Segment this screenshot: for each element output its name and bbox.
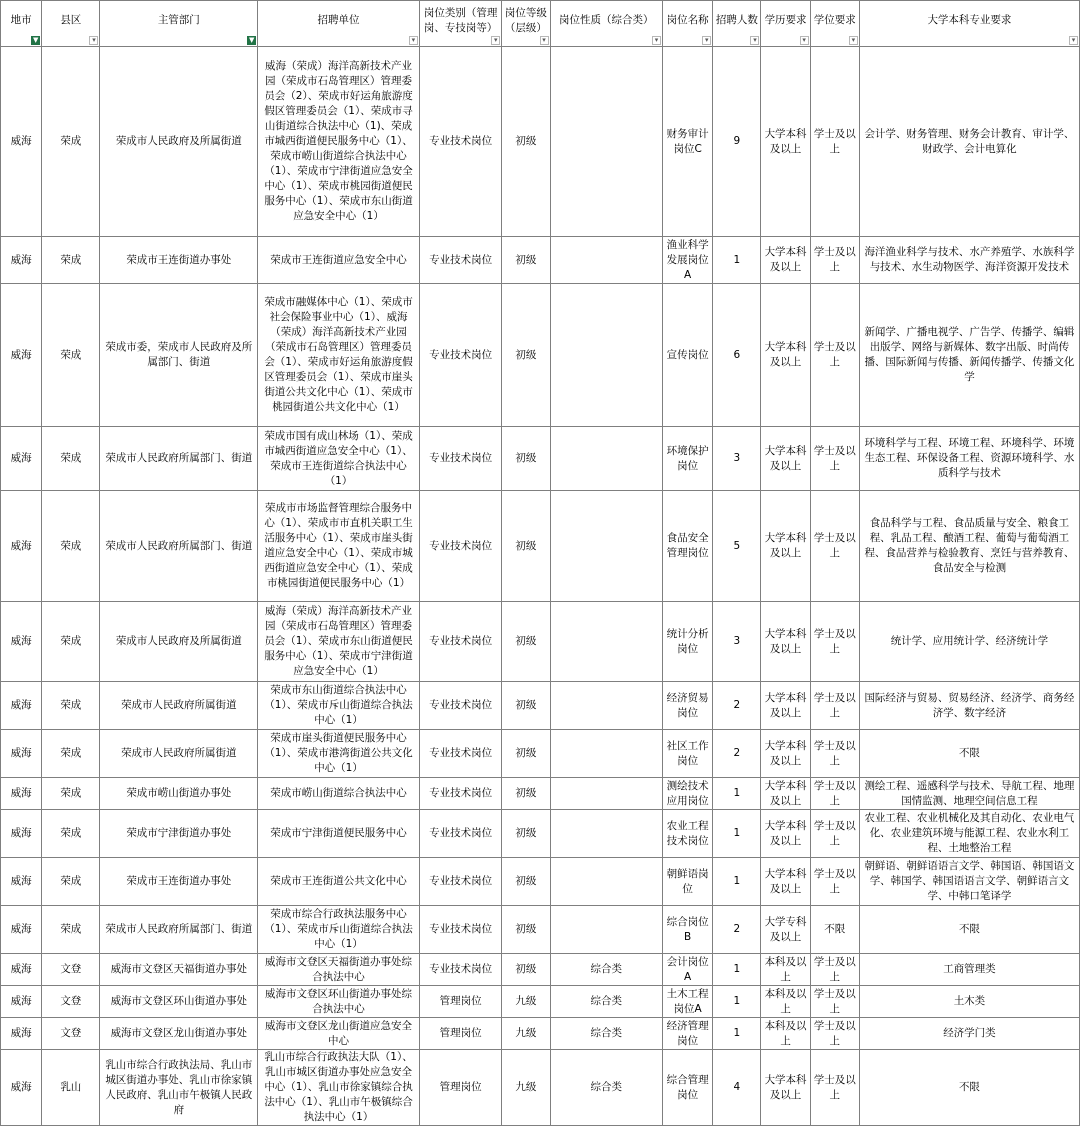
cell-position[interactable]: 统计分析岗位 bbox=[663, 602, 713, 682]
cell-county[interactable]: 荣成 bbox=[42, 682, 100, 730]
cell-count[interactable]: 1 bbox=[713, 778, 761, 810]
cell-dept[interactable]: 荣成市宁津街道办事处 bbox=[100, 810, 258, 858]
cell-unit[interactable]: 威海（荣成）海洋高新技术产业园（荣成市石岛管理区）管理委员会（1）、荣成市东山街道便民服务中心（1）、荣成市宁津街道应急安全中心（1） bbox=[258, 602, 420, 682]
cell-position[interactable]: 食品安全管理岗位 bbox=[663, 491, 713, 602]
table-row[interactable] bbox=[1, 986, 1080, 1018]
cell-education[interactable]: 本科及以上 bbox=[761, 986, 810, 1018]
cell-education[interactable]: 大学本科及以上 bbox=[761, 491, 810, 602]
cell-education[interactable]: 本科及以上 bbox=[761, 954, 810, 986]
table-row[interactable] bbox=[1, 954, 1080, 986]
cell-nature[interactable] bbox=[550, 682, 663, 730]
cell-degree[interactable]: 学士及以上 bbox=[810, 1050, 859, 1126]
cell-county[interactable]: 文登 bbox=[42, 1018, 100, 1050]
filter-icon[interactable]: ▾ bbox=[540, 36, 549, 45]
header-county[interactable] bbox=[42, 1, 100, 47]
header-position[interactable] bbox=[663, 1, 713, 47]
filter-icon[interactable]: ▾ bbox=[652, 36, 661, 45]
table-row[interactable] bbox=[1, 1050, 1080, 1126]
cell-degree[interactable]: 不限 bbox=[810, 906, 859, 954]
cell-city[interactable]: 威海 bbox=[1, 986, 42, 1018]
cell-unit[interactable]: 荣成市市场监督管理综合服务中心（1）、荣成市市直机关职工生活服务中心（1）、荣成市崖头街道应急安全中心（1）、荣成市城西街道应急安全中心（1）、荣成市桃园街道便民服务中心（1） bbox=[258, 491, 420, 602]
header-label: 招聘人数 bbox=[715, 14, 758, 26]
cell-nature[interactable]: 综合类 bbox=[550, 1018, 663, 1050]
cell-major[interactable]: 不限 bbox=[859, 730, 1079, 778]
cell-nature[interactable]: 综合类 bbox=[550, 986, 663, 1018]
cell-city[interactable]: 威海 bbox=[1, 602, 42, 682]
cell-major[interactable]: 不限 bbox=[859, 906, 1079, 954]
cell-nature[interactable]: 综合类 bbox=[550, 954, 663, 986]
cell-county[interactable]: 荣成 bbox=[42, 778, 100, 810]
cell-city[interactable]: 威海 bbox=[1, 491, 42, 602]
cell-category[interactable]: 专业技术岗位 bbox=[419, 858, 501, 906]
cell-education[interactable]: 大学本科及以上 bbox=[761, 778, 810, 810]
cell-category[interactable]: 管理岗位 bbox=[419, 1018, 501, 1050]
cell-education[interactable]: 大学本科及以上 bbox=[761, 682, 810, 730]
cell-county[interactable]: 文登 bbox=[42, 954, 100, 986]
cell-dept[interactable]: 荣成市王连街道办事处 bbox=[100, 237, 258, 284]
cell-city[interactable]: 威海 bbox=[1, 284, 42, 427]
cell-unit[interactable]: 威海市文登区环山街道办事处综合执法中心 bbox=[258, 986, 420, 1018]
header-category[interactable] bbox=[419, 1, 501, 47]
cell-city[interactable]: 威海 bbox=[1, 682, 42, 730]
cell-category[interactable]: 管理岗位 bbox=[419, 986, 501, 1018]
table-row[interactable] bbox=[1, 730, 1080, 778]
cell-city[interactable]: 威海 bbox=[1, 427, 42, 491]
cell-education[interactable]: 大学本科及以上 bbox=[761, 427, 810, 491]
header-label: 岗位名称 bbox=[666, 14, 709, 26]
cell-major[interactable]: 不限 bbox=[859, 1050, 1079, 1126]
cell-dept[interactable]: 乳山市综合行政执法局、乳山市城区街道办事处、乳山市徐家镇人民政府、乳山市午极镇人民政府 bbox=[100, 1050, 258, 1126]
cell-dept[interactable]: 荣成市人民政府所属部门、街道 bbox=[100, 427, 258, 491]
cell-major[interactable]: 环境科学与工程、环境工程、环境科学、环境生态工程、环保设备工程、资源环境科学、水质科学与技术 bbox=[859, 427, 1079, 491]
cell-category[interactable]: 专业技术岗位 bbox=[419, 427, 501, 491]
cell-major[interactable]: 新闻学、广播电视学、广告学、传播学、编辑出版学、网络与新媒体、数字出版、时尚传播、国际新闻与传播、新闻传播学、传播文化学 bbox=[859, 284, 1079, 427]
cell-county[interactable]: 荣成 bbox=[42, 810, 100, 858]
filter-icon[interactable]: ▾ bbox=[89, 36, 98, 45]
cell-unit[interactable]: 威海（荣成）海洋高新技术产业园（荣成市石岛管理区）管理委员会（2）、荣成市好运角旅游度假区管理委员会（1）、荣成市寻山街道综合执法中心（1)、荣成市城西街道便民服务中心（1）、荣成市崂山街道综合执法中心（1）、荣成市宁津街道应急安全中心（1）、荣成市桃园街道便民服务中心（1）、荣成市东山街道应急安全中心（1） bbox=[258, 47, 420, 237]
cell-level[interactable]: 初级 bbox=[502, 237, 550, 284]
cell-nature[interactable] bbox=[550, 778, 663, 810]
cell-major[interactable]: 国际经济与贸易、贸易经济、经济学、商务经济学、数字经济 bbox=[859, 682, 1079, 730]
header-label: 学历要求 bbox=[764, 14, 807, 26]
cell-degree[interactable]: 学士及以上 bbox=[810, 858, 859, 906]
header-label: 县区 bbox=[60, 14, 82, 26]
header-nature[interactable] bbox=[550, 1, 663, 47]
cell-nature[interactable] bbox=[550, 730, 663, 778]
cell-city[interactable]: 威海 bbox=[1, 778, 42, 810]
cell-county[interactable]: 文登 bbox=[42, 986, 100, 1018]
cell-position[interactable]: 社区工作岗位 bbox=[663, 730, 713, 778]
header-label: 地市 bbox=[10, 14, 32, 26]
cell-position[interactable]: 朝鲜语岗位 bbox=[663, 858, 713, 906]
cell-city[interactable]: 威海 bbox=[1, 1018, 42, 1050]
cell-county[interactable]: 荣成 bbox=[42, 47, 100, 237]
cell-county[interactable]: 荣成 bbox=[42, 237, 100, 284]
cell-city[interactable]: 威海 bbox=[1, 47, 42, 237]
cell-position[interactable]: 测绘技术应用岗位 bbox=[663, 778, 713, 810]
cell-category[interactable]: 专业技术岗位 bbox=[419, 682, 501, 730]
cell-category[interactable]: 专业技术岗位 bbox=[419, 237, 501, 284]
table-row[interactable] bbox=[1, 284, 1080, 427]
filter-icon[interactable]: ▾ bbox=[491, 36, 500, 45]
cell-city[interactable]: 威海 bbox=[1, 858, 42, 906]
cell-major[interactable]: 工商管理类 bbox=[859, 954, 1079, 986]
cell-county[interactable]: 乳山 bbox=[42, 1050, 100, 1126]
cell-degree[interactable]: 学士及以上 bbox=[810, 284, 859, 427]
cell-category[interactable]: 专业技术岗位 bbox=[419, 810, 501, 858]
cell-degree[interactable]: 学士及以上 bbox=[810, 954, 859, 986]
cell-position[interactable]: 综合岗位B bbox=[663, 906, 713, 954]
cell-dept[interactable]: 荣成市人民政府所属街道 bbox=[100, 682, 258, 730]
cell-degree[interactable]: 学士及以上 bbox=[810, 986, 859, 1018]
cell-degree[interactable]: 学士及以上 bbox=[810, 47, 859, 237]
cell-nature[interactable] bbox=[550, 284, 663, 427]
cell-level[interactable]: 初级 bbox=[502, 730, 550, 778]
cell-level[interactable]: 初级 bbox=[502, 491, 550, 602]
cell-position[interactable]: 综合管理岗位 bbox=[663, 1050, 713, 1126]
cell-major[interactable]: 食品科学与工程、食品质量与安全、粮食工程、乳品工程、酿酒工程、葡萄与葡萄酒工程、食品营养与检验教育、烹饪与营养教育、食品安全与检测 bbox=[859, 491, 1079, 602]
cell-level[interactable]: 初级 bbox=[502, 427, 550, 491]
table-row[interactable] bbox=[1, 47, 1080, 237]
cell-degree[interactable]: 学士及以上 bbox=[810, 237, 859, 284]
cell-unit[interactable]: 威海市文登区天福街道办事处综合执法中心 bbox=[258, 954, 420, 986]
header-degree[interactable] bbox=[810, 1, 859, 47]
cell-education[interactable]: 本科及以上 bbox=[761, 1018, 810, 1050]
cell-major[interactable]: 海洋渔业科学与技术、水产养殖学、水族科学与技术、水生动物医学、海洋资源开发技术 bbox=[859, 237, 1079, 284]
cell-dept[interactable]: 荣成市崂山街道办事处 bbox=[100, 778, 258, 810]
cell-position[interactable]: 财务审计岗位C bbox=[663, 47, 713, 237]
table-row[interactable] bbox=[1, 858, 1080, 906]
header-dept[interactable] bbox=[100, 1, 258, 47]
cell-major[interactable]: 朝鲜语、朝鲜语语言文学、韩国语、韩国语文学、韩国学、韩国语语言文学、朝鲜语言文学、中韩口笔译学 bbox=[859, 858, 1079, 906]
cell-position[interactable]: 农业工程技术岗位 bbox=[663, 810, 713, 858]
cell-city[interactable]: 威海 bbox=[1, 906, 42, 954]
cell-education[interactable]: 大学本科及以上 bbox=[761, 730, 810, 778]
cell-count[interactable]: 1 bbox=[713, 810, 761, 858]
header-label: 岗位性质（综合类） bbox=[559, 14, 654, 26]
cell-position[interactable]: 经济管理岗位 bbox=[663, 1018, 713, 1050]
cell-unit[interactable]: 威海市文登区龙山街道应急安全中心 bbox=[258, 1018, 420, 1050]
cell-nature[interactable] bbox=[550, 427, 663, 491]
cell-count[interactable]: 1 bbox=[713, 1018, 761, 1050]
cell-unit[interactable]: 荣成市王连街道公共文化中心 bbox=[258, 858, 420, 906]
cell-category[interactable]: 专业技术岗位 bbox=[419, 602, 501, 682]
cell-category[interactable]: 管理岗位 bbox=[419, 1050, 501, 1126]
filter-active-icon[interactable]: ▼ bbox=[32, 36, 39, 44]
cell-county[interactable]: 荣成 bbox=[42, 427, 100, 491]
cell-city[interactable]: 威海 bbox=[1, 237, 42, 284]
cell-county[interactable]: 荣成 bbox=[42, 730, 100, 778]
table-row[interactable] bbox=[1, 1018, 1080, 1050]
cell-category[interactable]: 专业技术岗位 bbox=[419, 284, 501, 427]
header-label: 大学本科专业要求 bbox=[927, 14, 1012, 26]
cell-degree[interactable]: 学士及以上 bbox=[810, 778, 859, 810]
cell-level[interactable]: 初级 bbox=[502, 954, 550, 986]
table-row[interactable] bbox=[1, 602, 1080, 682]
cell-dept[interactable]: 荣成市人民政府及所属街道 bbox=[100, 47, 258, 237]
cell-major[interactable]: 会计学、财务管理、财务会计教育、审计学、财政学、会计电算化 bbox=[859, 47, 1079, 237]
table-row[interactable] bbox=[1, 906, 1080, 954]
header-label: 学位要求 bbox=[813, 14, 856, 26]
cell-level[interactable]: 九级 bbox=[502, 1050, 550, 1126]
cell-education[interactable]: 大学本科及以上 bbox=[761, 1050, 810, 1126]
cell-degree[interactable]: 学士及以上 bbox=[810, 491, 859, 602]
table-body bbox=[1, 47, 1080, 1126]
header-city[interactable] bbox=[1, 1, 42, 47]
cell-dept[interactable]: 荣成市王连街道办事处 bbox=[100, 858, 258, 906]
header-education[interactable] bbox=[761, 1, 810, 47]
filter-icon[interactable]: ▾ bbox=[702, 36, 711, 45]
cell-dept[interactable]: 荣成市人民政府所属街道 bbox=[100, 730, 258, 778]
filter-icon[interactable]: ▾ bbox=[750, 36, 759, 45]
table-row[interactable] bbox=[1, 810, 1080, 858]
cell-level[interactable]: 初级 bbox=[502, 284, 550, 427]
cell-count[interactable]: 1 bbox=[713, 858, 761, 906]
filter-icon[interactable]: ▾ bbox=[1069, 36, 1078, 45]
cell-count[interactable]: 3 bbox=[713, 427, 761, 491]
cell-major[interactable]: 测绘工程、遥感科学与技术、导航工程、地理国情监测、地理空间信息工程 bbox=[859, 778, 1079, 810]
cell-unit[interactable]: 荣成市国有成山林场（1）、荣成市城西街道应急安全中心（1）、荣成市王连街道综合执法中心（1） bbox=[258, 427, 420, 491]
cell-count[interactable]: 1 bbox=[713, 237, 761, 284]
cell-count[interactable]: 9 bbox=[713, 47, 761, 237]
cell-unit[interactable]: 荣成市崂山街道综合执法中心 bbox=[258, 778, 420, 810]
table-row[interactable] bbox=[1, 778, 1080, 810]
cell-count[interactable]: 1 bbox=[713, 986, 761, 1018]
cell-category[interactable]: 专业技术岗位 bbox=[419, 778, 501, 810]
cell-education[interactable]: 大学本科及以上 bbox=[761, 858, 810, 906]
cell-level[interactable]: 初级 bbox=[502, 906, 550, 954]
cell-education[interactable]: 大学本科及以上 bbox=[761, 47, 810, 237]
cell-education[interactable]: 大学本科及以上 bbox=[761, 237, 810, 284]
cell-degree[interactable]: 学士及以上 bbox=[810, 682, 859, 730]
header-major[interactable] bbox=[859, 1, 1079, 47]
cell-level[interactable]: 初级 bbox=[502, 858, 550, 906]
cell-nature[interactable] bbox=[550, 491, 663, 602]
filter-icon[interactable]: ▾ bbox=[849, 36, 858, 45]
filter-icon[interactable]: ▾ bbox=[409, 36, 418, 45]
cell-level[interactable]: 初级 bbox=[502, 778, 550, 810]
header-count[interactable] bbox=[713, 1, 761, 47]
cell-nature[interactable] bbox=[550, 602, 663, 682]
cell-unit[interactable]: 荣成市宁津街道便民服务中心 bbox=[258, 810, 420, 858]
cell-education[interactable]: 大学本科及以上 bbox=[761, 810, 810, 858]
cell-county[interactable]: 荣成 bbox=[42, 602, 100, 682]
cell-count[interactable]: 3 bbox=[713, 602, 761, 682]
cell-unit[interactable]: 荣成市综合行政执法服务中心（1）、荣成市斥山街道综合执法中心（1） bbox=[258, 906, 420, 954]
header-unit[interactable] bbox=[258, 1, 420, 47]
header-label: 招聘单位 bbox=[317, 14, 360, 26]
cell-count[interactable]: 1 bbox=[713, 954, 761, 986]
cell-dept[interactable]: 威海市文登区龙山街道办事处 bbox=[100, 1018, 258, 1050]
cell-position[interactable]: 宣传岗位 bbox=[663, 284, 713, 427]
filter-active-icon[interactable]: ▼ bbox=[248, 36, 255, 44]
cell-degree[interactable]: 学士及以上 bbox=[810, 427, 859, 491]
cell-level[interactable]: 九级 bbox=[502, 986, 550, 1018]
cell-county[interactable]: 荣成 bbox=[42, 491, 100, 602]
cell-position[interactable]: 会计岗位A bbox=[663, 954, 713, 986]
table-row[interactable] bbox=[1, 682, 1080, 730]
cell-city[interactable]: 威海 bbox=[1, 810, 42, 858]
cell-category[interactable]: 专业技术岗位 bbox=[419, 954, 501, 986]
cell-dept[interactable]: 荣成市人民政府所属部门、街道 bbox=[100, 906, 258, 954]
cell-county[interactable]: 荣成 bbox=[42, 284, 100, 427]
table-row[interactable] bbox=[1, 491, 1080, 602]
cell-level[interactable]: 初级 bbox=[502, 810, 550, 858]
table-row[interactable] bbox=[1, 237, 1080, 284]
cell-nature[interactable] bbox=[550, 47, 663, 237]
header-row bbox=[1, 1, 1080, 47]
filter-icon[interactable]: ▾ bbox=[800, 36, 809, 45]
cell-city[interactable]: 威海 bbox=[1, 1050, 42, 1126]
cell-nature[interactable] bbox=[550, 906, 663, 954]
cell-level[interactable]: 初级 bbox=[502, 682, 550, 730]
cell-degree[interactable]: 学士及以上 bbox=[810, 1018, 859, 1050]
cell-city[interactable]: 威海 bbox=[1, 730, 42, 778]
cell-unit[interactable]: 荣成市东山街道综合执法中心（1）、荣成市斥山街道综合执法中心（1） bbox=[258, 682, 420, 730]
cell-nature[interactable]: 综合类 bbox=[550, 1050, 663, 1126]
header-label: 主管部门 bbox=[157, 14, 200, 26]
cell-city[interactable]: 威海 bbox=[1, 954, 42, 986]
cell-category[interactable]: 专业技术岗位 bbox=[419, 47, 501, 237]
cell-level[interactable]: 初级 bbox=[502, 602, 550, 682]
cell-category[interactable]: 专业技术岗位 bbox=[419, 906, 501, 954]
cell-major[interactable]: 土木类 bbox=[859, 986, 1079, 1018]
cell-nature[interactable] bbox=[550, 237, 663, 284]
cell-major[interactable]: 农业工程、农业机械化及其自动化、农业电气化、农业建筑环境与能源工程、农业水利工程、土地整治工程 bbox=[859, 810, 1079, 858]
cell-degree[interactable]: 学士及以上 bbox=[810, 730, 859, 778]
cell-degree[interactable]: 学士及以上 bbox=[810, 602, 859, 682]
cell-count[interactable]: 2 bbox=[713, 682, 761, 730]
cell-unit[interactable]: 荣成市崖头街道便民服务中心（1）、荣成市港湾街道公共文化中心（1） bbox=[258, 730, 420, 778]
header-label: 岗位等级（层级） bbox=[504, 6, 547, 34]
cell-dept[interactable]: 威海市文登区环山街道办事处 bbox=[100, 986, 258, 1018]
cell-education[interactable]: 大学本科及以上 bbox=[761, 602, 810, 682]
cell-count[interactable]: 4 bbox=[713, 1050, 761, 1126]
cell-education[interactable]: 大学专科及以上 bbox=[761, 906, 810, 954]
cell-dept[interactable]: 荣成市人民政府及所属街道 bbox=[100, 602, 258, 682]
cell-count[interactable]: 2 bbox=[713, 730, 761, 778]
header-label: 岗位类别（管理岗、专技岗等） bbox=[423, 6, 498, 34]
cell-major[interactable]: 经济学门类 bbox=[859, 1018, 1079, 1050]
cell-unit[interactable]: 乳山市综合行政执法大队（1）、乳山市城区街道办事处应急安全中心（1）、乳山市徐家镇综合执法中心（1）、乳山市午极镇综合执法中心（1） bbox=[258, 1050, 420, 1126]
cell-count[interactable]: 2 bbox=[713, 906, 761, 954]
cell-degree[interactable]: 学士及以上 bbox=[810, 810, 859, 858]
cell-level[interactable]: 初级 bbox=[502, 47, 550, 237]
cell-dept[interactable]: 荣成市人民政府所属部门、街道 bbox=[100, 491, 258, 602]
cell-nature[interactable] bbox=[550, 858, 663, 906]
cell-category[interactable]: 专业技术岗位 bbox=[419, 730, 501, 778]
cell-count[interactable]: 5 bbox=[713, 491, 761, 602]
header-level[interactable] bbox=[502, 1, 550, 47]
cell-education[interactable]: 大学本科及以上 bbox=[761, 284, 810, 427]
cell-county[interactable]: 荣成 bbox=[42, 906, 100, 954]
cell-unit[interactable]: 荣成市王连街道应急安全中心 bbox=[258, 237, 420, 284]
cell-nature[interactable] bbox=[550, 810, 663, 858]
cell-position[interactable]: 土木工程岗位A bbox=[663, 986, 713, 1018]
cell-unit[interactable]: 荣成市融媒体中心（1）、荣成市社会保险事业中心（1）、威海（荣成）海洋高新技术产业园（荣成市石岛管理区）管理委员会（1）、荣成市好运角旅游度假区管理委员会（1）、荣成市崖头街道公共文化中心（1）、荣成市桃园街道公共文化中心（1） bbox=[258, 284, 420, 427]
cell-category[interactable]: 专业技术岗位 bbox=[419, 491, 501, 602]
cell-county[interactable]: 荣成 bbox=[42, 858, 100, 906]
cell-count[interactable]: 6 bbox=[713, 284, 761, 427]
cell-dept[interactable]: 威海市文登区天福街道办事处 bbox=[100, 954, 258, 986]
cell-position[interactable]: 环境保护岗位 bbox=[663, 427, 713, 491]
table-row[interactable] bbox=[1, 427, 1080, 491]
cell-position[interactable]: 渔业科学发展岗位A bbox=[663, 237, 713, 284]
cell-position[interactable]: 经济贸易岗位 bbox=[663, 682, 713, 730]
cell-level[interactable]: 九级 bbox=[502, 1018, 550, 1050]
cell-dept[interactable]: 荣成市委，荣成市人民政府及所属部门、街道 bbox=[100, 284, 258, 427]
cell-major[interactable]: 统计学、应用统计学、经济统计学 bbox=[859, 602, 1079, 682]
